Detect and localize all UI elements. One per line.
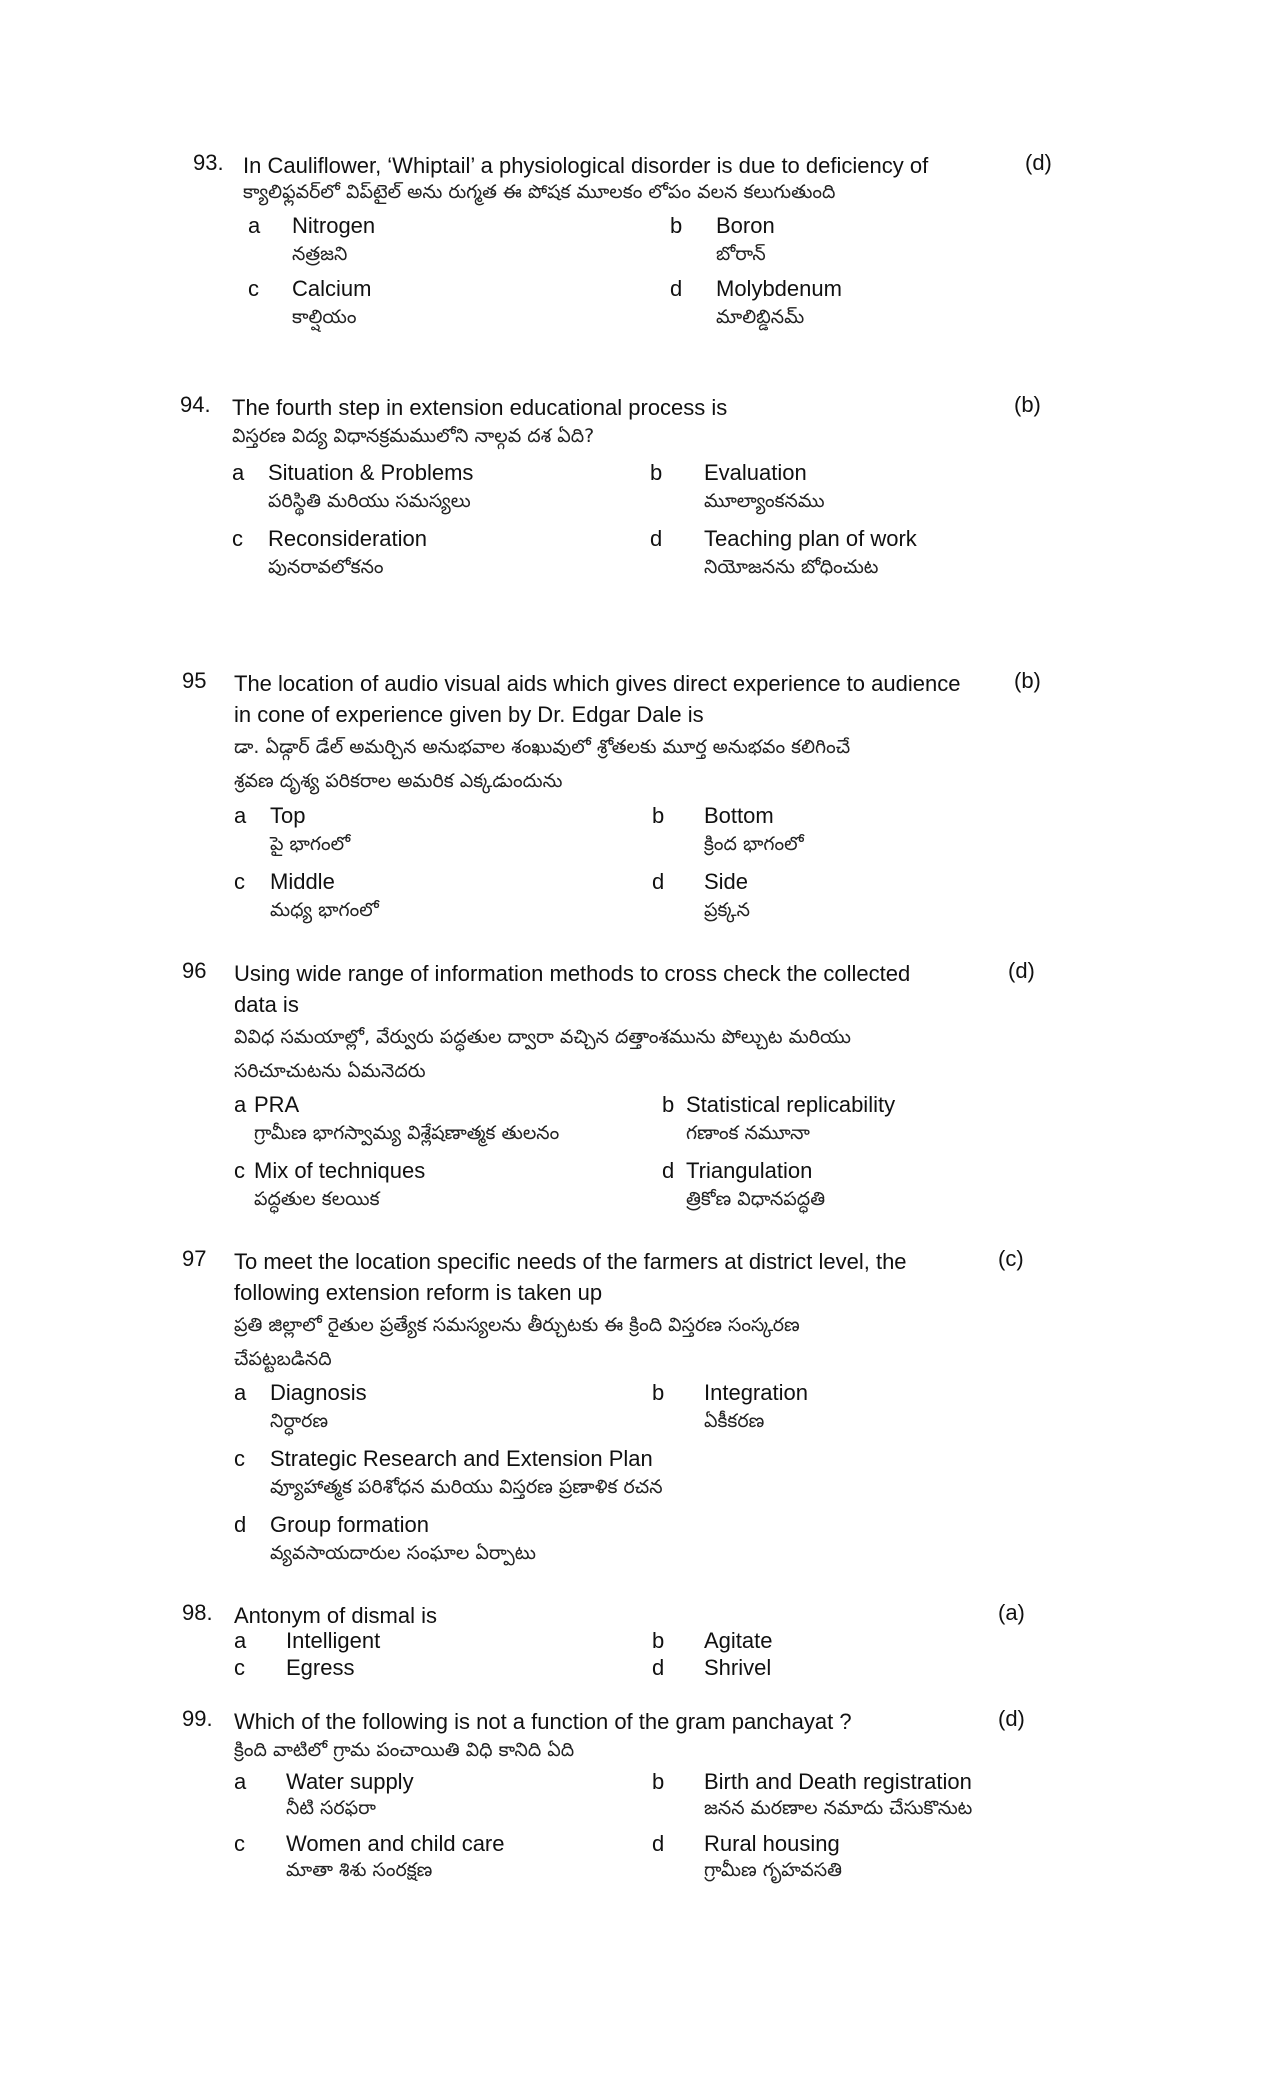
stem-line-en: Using wide range of information methods to cross check the collected: [234, 961, 911, 986]
answer-key: (a): [998, 1600, 1025, 1625]
stem-line-en: in cone of experience given by Dr. Edgar Dale is: [234, 702, 704, 727]
stem-line-te: చేపట్టబడినది: [234, 1348, 332, 1370]
question-stem: [234, 1246, 994, 1376]
question-number: 94.: [180, 392, 211, 417]
stem-line-te: విస్తరణ విద్య విధానక్రమములోని నాల్గవ దశ ఏది?: [232, 425, 595, 447]
question-95: [182, 668, 1062, 798]
answer-key: (b): [1014, 392, 1041, 417]
question-number: 98.: [182, 1600, 213, 1625]
question-stem: [234, 958, 994, 1088]
question-number: 99.: [182, 1706, 213, 1731]
question-number: 97: [182, 1246, 207, 1271]
question-stem: [234, 668, 1024, 798]
answer-key: (d): [998, 1706, 1025, 1731]
stem-line-en: Which of the following is not a function of the gram panchayat ?: [234, 1709, 852, 1734]
stem-line-te: డా. ఏడ్గార్ డేల్ అమర్చిన అనుభవాల శంఖువులో శ్రోతలకు మూర్త అనుభవం కలిగించే: [234, 736, 851, 758]
answer-key: (b): [1014, 668, 1041, 693]
stem-line-te: ప్రతి జిల్లాలో రైతుల ప్రత్యేక సమస్యలను తీర్చుటకు ఈ క్రింది విస్తరణ సంస్కరణ: [234, 1314, 800, 1336]
question-number: 95: [182, 668, 207, 693]
answer-key: (c): [998, 1246, 1024, 1271]
stem-line-te: క్యాలిఫ్లవర్‌లో విప్‌టైల్ అను రుగ్మత ఈ పోషక మూలకం లోపం వలన కలుగుతుంది: [243, 181, 836, 203]
question-96: [182, 958, 1062, 1088]
question-stem: [243, 150, 1013, 209]
question-97: [182, 1246, 1062, 1376]
stem-line-en: Antonym of dismal is: [234, 1603, 437, 1628]
stem-line-te: క్రింది వాటిలో గ్రామ పంచాయితి విధి కానిది ఏది: [234, 1739, 575, 1761]
question-stem: [232, 392, 992, 453]
question-99: [182, 1706, 1062, 1776]
stem-line-en: The location of audio visual aids which gives direct experience to audience: [234, 671, 961, 696]
answer-key: (d): [1008, 958, 1035, 983]
stem-line-en: following extension reform is taken up: [234, 1280, 603, 1305]
stem-line-te: సరిచూచుటను ఏమనెదరు: [234, 1060, 426, 1082]
question-number: 96: [182, 958, 207, 983]
stem-line-en: data is: [234, 992, 299, 1017]
stem-line-en: The fourth step in extension educational process is: [232, 395, 728, 420]
stem-line-en: In Cauliflower, ‘Whiptail’ a physiological disorder is due to deficiency of: [243, 153, 929, 178]
stem-line-te: వివిధ సమయాల్లో, వేర్వురు పద్ధతుల ద్వారా వచ్చిన దత్తాంశమును పోల్చుట మరియు: [234, 1026, 851, 1048]
question-stem: [234, 1706, 994, 1767]
answer-key: (d): [1025, 150, 1052, 175]
question-stem: [234, 1600, 994, 1631]
question-number: 93.: [193, 150, 224, 175]
stem-line-en: To meet the location specific needs of the farmers at district level, the: [234, 1249, 907, 1274]
stem-line-te: శ్రవణ దృశ్య పరికరాల అమరిక ఎక్కడుందును: [234, 770, 563, 792]
